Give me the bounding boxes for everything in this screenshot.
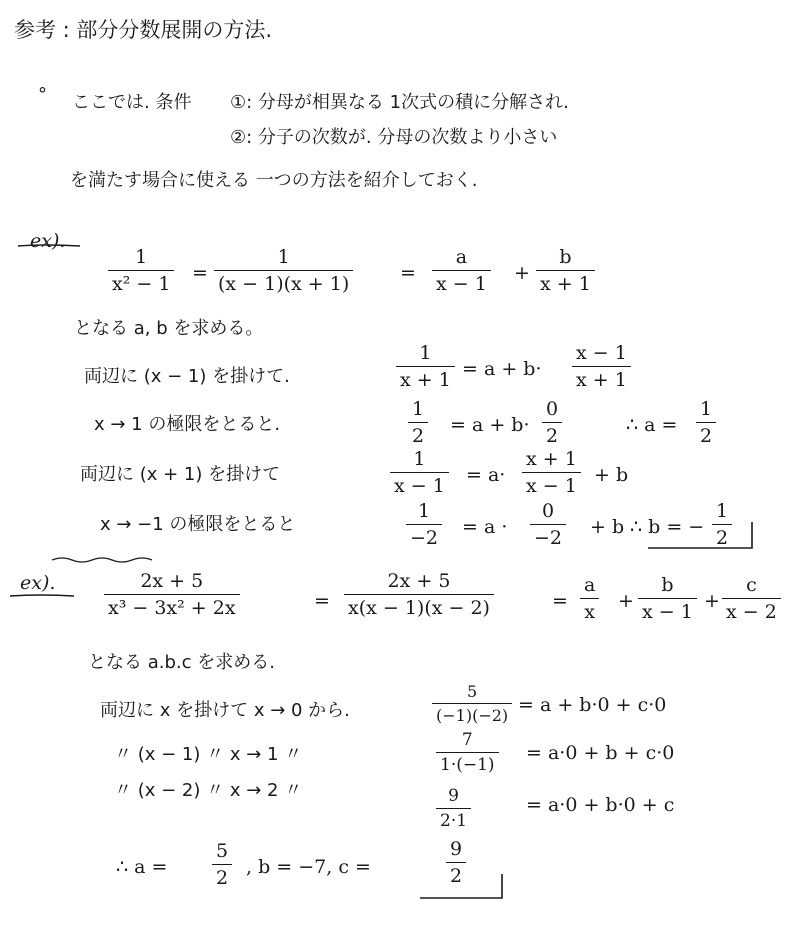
equals-sign: =	[400, 262, 416, 284]
ex1-factored-denominator: (x − 1)(x + 1)	[218, 273, 350, 295]
ex1-lhs-denominator: x² − 1	[112, 273, 171, 295]
ex2-final-b-c: , b = −7, c =	[246, 856, 371, 878]
plus-sign: +	[704, 590, 720, 612]
denominator: 2	[716, 527, 729, 549]
ex1-factored-numerator: 1	[277, 246, 290, 268]
denominator: x − 2	[726, 601, 777, 623]
numerator: 2x + 5	[387, 570, 451, 592]
ex1-step2-therefore: ∴ a =	[626, 414, 678, 436]
condition-1: ①: 分母が相異なる 1次式の積に分解され.	[230, 92, 569, 113]
numerator: 1	[417, 500, 431, 522]
ex2-row1-text: 両辺に x を掛けて x → 0 から.	[100, 700, 350, 721]
ex2-row3-text: 〃 (x − 2) 〃 x → 2 〃	[114, 780, 303, 801]
ex1-result-bracket	[648, 522, 752, 548]
numerator: 9	[448, 786, 459, 806]
ex2-row2-text: 〃 (x − 1) 〃 x → 1 〃	[114, 744, 303, 765]
denominator: x − 1	[394, 475, 445, 497]
denominator: x³ − 3x² + 2x	[108, 597, 236, 619]
denominator: x(x − 1)(x − 2)	[348, 597, 490, 619]
denominator: 2	[546, 425, 559, 447]
denominator: x + 1	[400, 369, 451, 391]
ex2-row3-rhs: = a·0 + b·0 + c	[526, 794, 675, 816]
ex1-step1-rhs: = a + b·	[462, 358, 542, 380]
numerator: 1	[700, 398, 713, 420]
ex1-step2-rhs: = a + b·	[450, 414, 530, 436]
ex1-step3-text: 両辺に (x + 1) を掛けて	[80, 464, 281, 485]
ex1-step3-tail: + b	[594, 464, 629, 486]
numerator: 0	[541, 500, 555, 522]
numerator: 1	[419, 342, 432, 364]
denominator: x	[584, 601, 596, 623]
ex1-label-underline	[18, 245, 80, 246]
denominator: x − 1	[526, 475, 577, 497]
ex1-step2-text: x → 1 の極限をとると.	[94, 414, 281, 435]
intro-prefix: ここでは. 条件	[72, 92, 192, 113]
numerator: 1	[412, 398, 425, 420]
ex1-step4-tail: + b	[590, 516, 625, 538]
denominator: 2	[700, 425, 713, 447]
ex1-find-statement: となる a, b を求める。	[74, 318, 264, 339]
bullet-mark: °	[38, 84, 47, 105]
numerator: 9	[450, 838, 463, 860]
denominator: x − 1	[642, 601, 693, 623]
equals-sign: =	[552, 590, 568, 612]
ex1-term-a-denominator: x − 1	[436, 273, 487, 295]
numerator: 5	[216, 840, 229, 862]
numerator: 1	[413, 448, 426, 470]
ex2-final-therefore: ∴ a =	[116, 856, 168, 878]
numerator: 7	[461, 730, 473, 750]
denominator: 1·(−1)	[440, 755, 495, 775]
example-1-label: ex).	[30, 230, 66, 252]
equals-sign: =	[192, 262, 208, 284]
intro-line-3: を満たす場合に使える 一つの方法を紹介しておく.	[70, 170, 478, 191]
denominator: x + 1	[576, 369, 627, 391]
ex1-term-b-denominator: x + 1	[540, 273, 591, 295]
equals-sign: =	[314, 590, 330, 612]
denominator: −2	[410, 527, 439, 549]
plus-sign: +	[514, 262, 530, 284]
numerator: 1	[716, 500, 729, 522]
numerator: 0	[546, 398, 559, 420]
denominator: 2	[216, 867, 229, 889]
numerator: 5	[466, 682, 478, 701]
numerator: x − 1	[576, 342, 627, 364]
denominator: (−1)(−2)	[436, 706, 509, 725]
ex2-row2-rhs: = a·0 + b + c·0	[526, 742, 675, 764]
ex2-row1-rhs: = a + b·0 + c·0	[518, 694, 667, 716]
section-divider-wave	[52, 558, 152, 562]
ex1-term-a-numerator: a	[455, 246, 468, 268]
denominator: 2	[450, 865, 463, 887]
denominator: 2	[412, 425, 425, 447]
numerator: c	[746, 574, 757, 596]
condition-2: ②: 分子の次数が. 分母の次数より小さい	[230, 127, 558, 148]
ex1-step3-rhs: = a·	[466, 464, 506, 486]
ex2-label-underline	[10, 595, 74, 596]
denominator: 2·1	[440, 811, 468, 831]
plus-sign: +	[618, 590, 634, 612]
ex1-step1-text: 両辺に (x − 1) を掛けて.	[84, 366, 290, 387]
ex1-step4-text: x → −1 の極限をとると	[100, 514, 296, 535]
ex1-step4-therefore: ∴ b = −	[630, 516, 705, 538]
page-title: 参考 : 部分分数展開の方法.	[14, 18, 273, 42]
example-2-label: ex).	[20, 572, 56, 594]
ex1-term-b-numerator: b	[559, 246, 572, 268]
numerator: 2x + 5	[140, 570, 204, 592]
numerator: a	[584, 574, 596, 596]
numerator: b	[661, 574, 674, 596]
numerator: x + 1	[526, 448, 577, 470]
ex1-lhs-numerator: 1	[135, 246, 148, 268]
ex1-step4-rhs: = a ·	[462, 516, 508, 538]
ex2-result-bracket	[420, 874, 502, 898]
ex2-find-statement: となる a.b.c を求める.	[88, 652, 275, 673]
denominator: −2	[534, 527, 563, 549]
